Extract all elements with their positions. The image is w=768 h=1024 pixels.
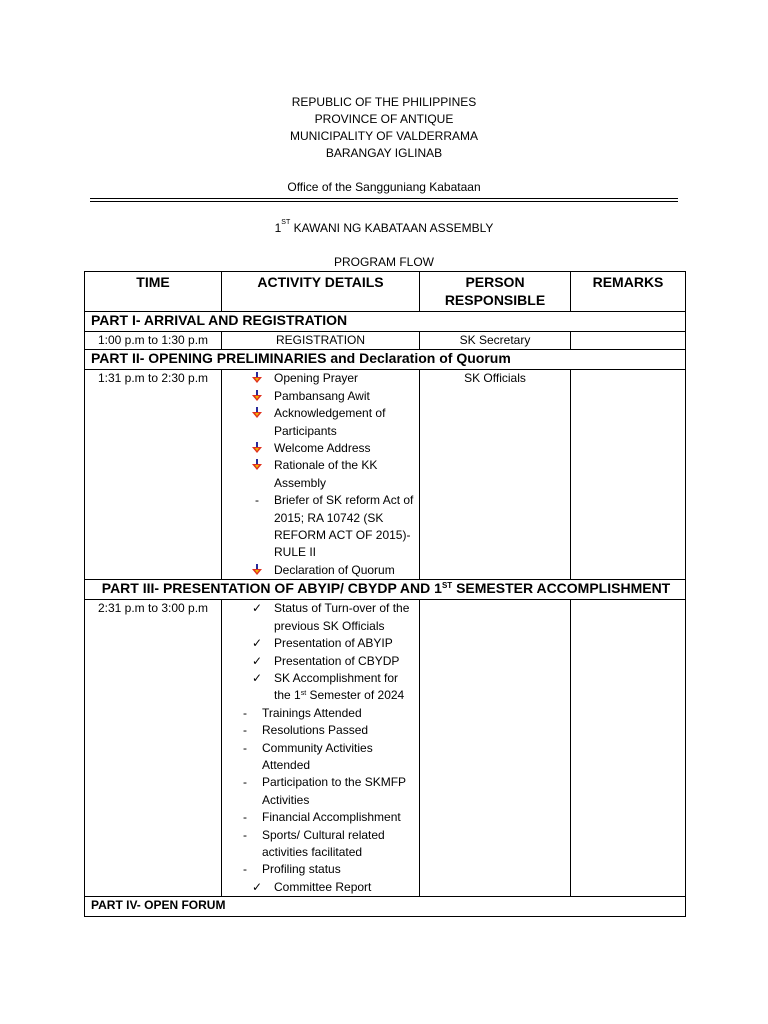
checkmark-icon: ✓ [251, 601, 263, 616]
dash-bullet: - [243, 827, 247, 842]
time-cell: 1:00 p.m to 1:30 p.m [85, 332, 222, 350]
down-arrow-icon [250, 388, 264, 405]
list-item [226, 600, 415, 635]
part3-title-text-end: SEMESTER ACCOMPLISHMENT [452, 580, 671, 597]
list-item-label: Welcome Address [274, 441, 371, 456]
checkmark-icon: ✓ [251, 653, 263, 668]
list-item [226, 809, 415, 826]
list-item [226, 370, 415, 387]
person-cell: SK Secretary [420, 332, 571, 350]
list-item-label: Acknowledgement of Participants [274, 406, 386, 438]
assembly-text: KAWANI NG KABATAAN ASSEMBLY [290, 221, 494, 235]
dash-bullet: - [243, 862, 247, 877]
down-arrow-icon [250, 457, 264, 474]
col-header-person: PERSON RESPONSIBLE [420, 272, 571, 312]
dash-bullet: - [243, 723, 247, 738]
list-item [226, 722, 415, 739]
assembly-title [0, 221, 768, 235]
list-item [226, 705, 415, 722]
part3-title-text: PART III- PRESENTATION OF ABYIP/ CBYDP AND 1 [101, 580, 442, 597]
list-item-label: Resolutions Passed [262, 723, 369, 738]
list-item [226, 440, 415, 457]
activity-list [226, 370, 415, 579]
header-line-republic: REPUBLIC OF THE PHILIPPINES [291, 95, 477, 109]
part-row [85, 580, 686, 600]
program-flow-title: PROGRAM FLOW [333, 255, 434, 269]
list-item [226, 670, 415, 705]
list-item [226, 740, 415, 775]
col-header-time: TIME [85, 272, 222, 312]
part-row [85, 897, 686, 917]
activity-cell: REGISTRATION [222, 332, 420, 350]
dash-bullet: - [243, 740, 247, 755]
list-item-label: Participation to the SKMFP Activities [262, 775, 406, 807]
list-item-label: Briefer of SK reform Act of 2015; RA 10742 (SK REFORM ACT OF 2015)- RULE II [274, 493, 414, 560]
document-header [0, 94, 768, 162]
remarks-cell [571, 600, 686, 897]
part2-title: PART II- OPENING PRELIMINARIES and Declaration of Quorum [85, 350, 686, 370]
list-item-label: Community Activities Attended [262, 740, 373, 772]
header-line-province: PROVINCE OF ANTIQUE [314, 112, 454, 126]
list-item-label: Presentation of ABYIP [274, 636, 393, 651]
list-item [226, 774, 415, 809]
list-item-label: Pambansang Awit [274, 388, 370, 403]
list-item-label: Presentation of CBYDP [274, 653, 400, 668]
list-item-label: Opening Prayer [274, 371, 359, 386]
part-row [85, 312, 686, 332]
person-cell: SK Officials [420, 370, 571, 580]
time-cell: 2:31 p.m to 3:00 p.m [85, 600, 222, 897]
remarks-cell [571, 370, 686, 580]
header-divider-top [90, 198, 678, 199]
dash-bullet: - [243, 775, 247, 790]
part3-title-ordinal: ST [441, 581, 453, 591]
program-table [84, 271, 686, 917]
assembly-ordinal: ST [281, 219, 291, 226]
list-item [226, 457, 415, 492]
list-item [226, 879, 415, 896]
part4-title: PART IV- OPEN FORUM [85, 897, 686, 917]
list-item-label: Committee Report [274, 879, 372, 894]
table-header-row [85, 272, 686, 312]
activity-list [226, 600, 415, 896]
person-cell [420, 600, 571, 897]
list-item-label: SK Accomplishment for the 1st Semester of 2024 [274, 670, 405, 703]
list-item [226, 827, 415, 862]
dash-bullet: - [255, 493, 259, 508]
list-item-label: Trainings Attended [262, 705, 362, 720]
dash-bullet: - [243, 705, 247, 720]
list-item [226, 562, 415, 579]
list-item-label: Sports/ Cultural related activities facilitated [262, 827, 385, 859]
time-cell: 1:31 p.m to 2:30 p.m [85, 370, 222, 580]
part-row [85, 350, 686, 370]
list-item [226, 635, 415, 652]
list-item [226, 492, 415, 562]
list-item-label: Financial Accomplishment [262, 810, 401, 825]
assembly-number: 1 [274, 221, 282, 235]
list-item [226, 405, 415, 440]
office-name: Office of the Sangguniang Kabataan [287, 180, 481, 194]
list-item-label: Profiling status [262, 862, 341, 877]
list-item-label: Declaration of Quorum [274, 562, 395, 577]
list-item-label: Status of Turn-over of the previous SK Officials [274, 601, 410, 633]
part3-title [85, 580, 686, 600]
remarks-cell [571, 332, 686, 350]
down-arrow-icon [250, 562, 264, 579]
activity-cell [222, 600, 420, 897]
dash-bullet: - [243, 810, 247, 825]
list-item [226, 861, 415, 878]
header-line-municipality: MUNICIPALITY OF VALDERRAMA [289, 129, 479, 143]
table-row [85, 332, 686, 350]
down-arrow-icon [250, 440, 264, 457]
list-item-label: Rationale of the KK Assembly [274, 458, 378, 490]
checkmark-icon: ✓ [251, 636, 263, 651]
checkmark-icon: ✓ [251, 670, 263, 685]
table-row [85, 370, 686, 580]
col-header-activity: ACTIVITY DETAILS [222, 272, 420, 312]
list-item [226, 388, 415, 405]
checkmark-icon: ✓ [251, 879, 263, 894]
down-arrow-icon [250, 405, 264, 422]
part1-title: PART I- ARRIVAL AND REGISTRATION [85, 312, 686, 332]
col-header-remarks: REMARKS [571, 272, 686, 312]
table-row [85, 600, 686, 897]
header-line-barangay: BARANGAY IGLINAB [325, 146, 443, 160]
activity-cell [222, 370, 420, 580]
list-item [226, 653, 415, 670]
down-arrow-icon [250, 370, 264, 387]
header-divider-bottom [90, 201, 678, 202]
